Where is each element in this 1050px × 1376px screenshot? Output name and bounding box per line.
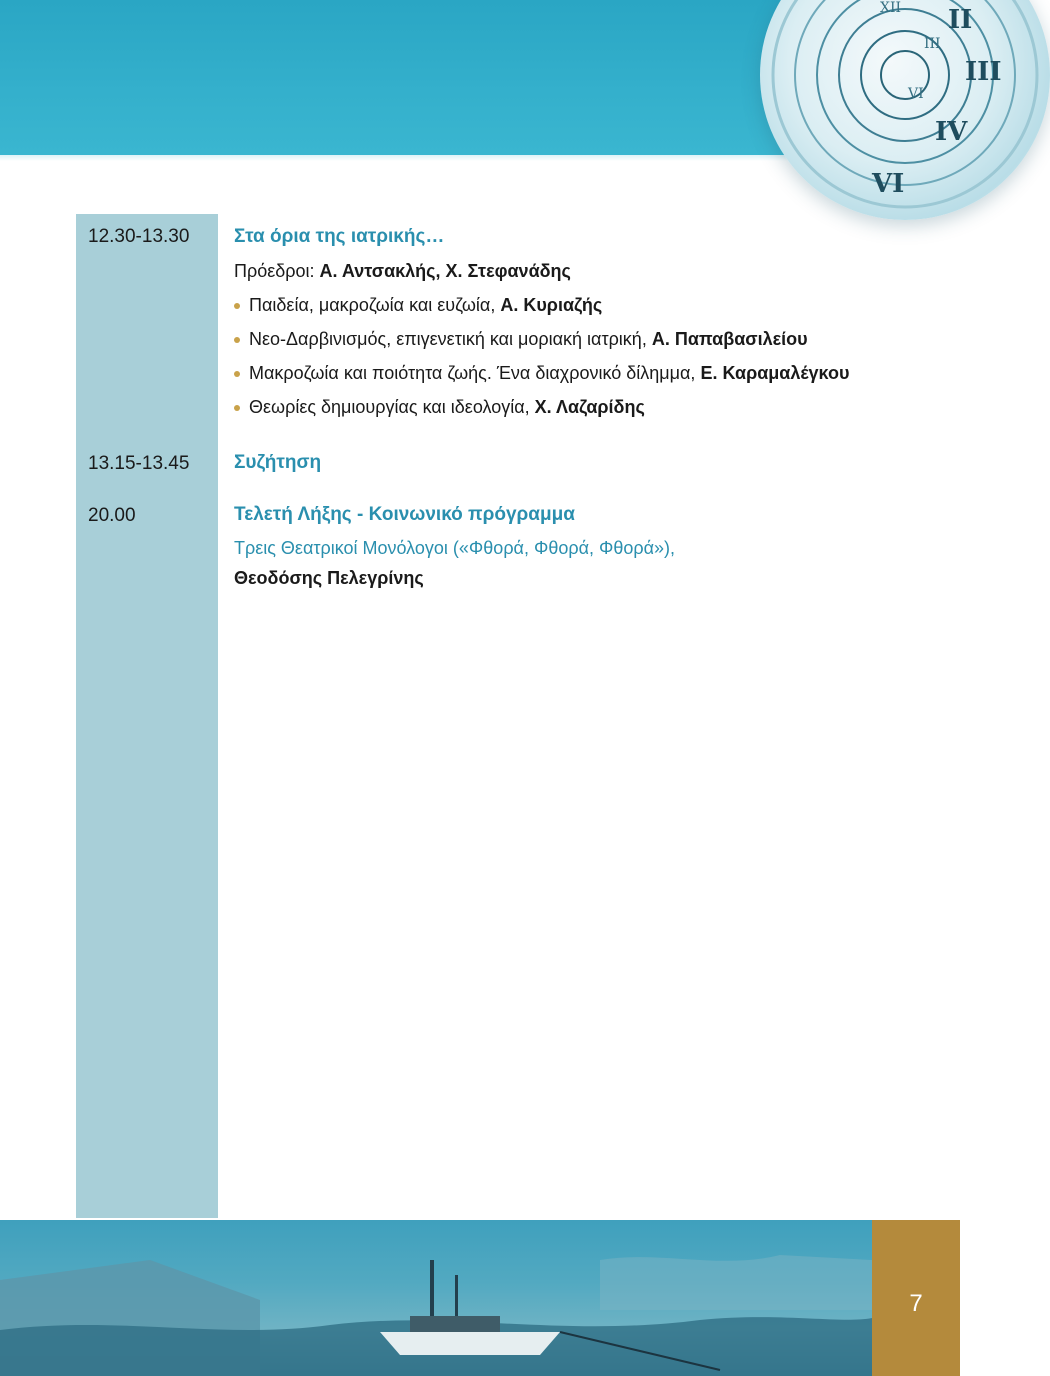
chairs-names: Α. Αντσακλής, Χ. Στεφανάδης [319, 261, 571, 281]
page-number: 7 [909, 1290, 923, 1317]
svg-text:III: III [924, 36, 941, 52]
svg-text:XII: XII [880, 0, 902, 16]
session-title-1: Στα όρια της ιατρικής… [234, 226, 445, 247]
bullet-icon [234, 337, 240, 343]
chairs-line [234, 254, 924, 288]
event-subtitle: Τρεις Θεατρικοί Μονόλογοι («Φθορά, Φθορά, Φθορά»), [234, 538, 676, 558]
bullet-icon [234, 303, 240, 309]
talk-item [234, 356, 924, 390]
slot-time-3: 20.00 [88, 505, 136, 526]
slot-time-2: 13.15-13.45 [88, 453, 190, 474]
page-number-box [872, 1220, 960, 1376]
talk-item [234, 390, 924, 424]
talk-speaker: Α. Κυριαζής [500, 295, 603, 315]
bullet-icon [234, 371, 240, 377]
talk-speaker: Χ. Λαζαρίδης [534, 397, 645, 417]
session-block-3 [234, 498, 924, 592]
talk-item [234, 322, 924, 356]
session-block-2 [234, 446, 924, 480]
slot-time-1: 12.30-13.30 [88, 226, 190, 247]
svg-text:VI: VI [908, 86, 924, 102]
footer-photo [0, 1220, 872, 1376]
clock-illustration [760, 0, 1050, 220]
svg-text:IV: IV [935, 117, 968, 147]
time-column [76, 214, 218, 1218]
svg-text:VI: VI [872, 169, 905, 199]
svg-text:II: II [948, 5, 973, 35]
talk-title: Μακροζωία και ποιότητα ζωής. Ένα διαχρονικό δίλημμα, [249, 363, 701, 383]
event-author: Θεοδόσης Πελεγρίνης [234, 568, 424, 588]
session-title-2: Συζήτηση [234, 452, 322, 473]
svg-text:III: III [965, 57, 1002, 87]
bullet-icon [234, 405, 240, 411]
harbor-boat-icon [0, 1220, 872, 1376]
talk-item [234, 288, 924, 322]
talk-title: Θεωρίες δημιουργίας και ιδεολογία, [249, 397, 535, 417]
talk-title: Παιδεία, μακροζωία και ευζωία, [249, 295, 501, 315]
session-block-1 [234, 220, 924, 424]
clock-icon [760, 0, 1050, 220]
talk-speaker: Α. Παπαβασιλείου [651, 329, 808, 349]
talk-speaker: Ε. Καραμαλέγκου [700, 363, 850, 383]
talk-title: Νεο-Δαρβινισμός, επιγενετική και μοριακή ιατρική, [249, 329, 652, 349]
session-title-3: Τελετή Λήξης - Κοινωνικό πρόγραμμα [234, 504, 575, 525]
chairs-prefix: Πρόεδροι: [234, 261, 320, 281]
